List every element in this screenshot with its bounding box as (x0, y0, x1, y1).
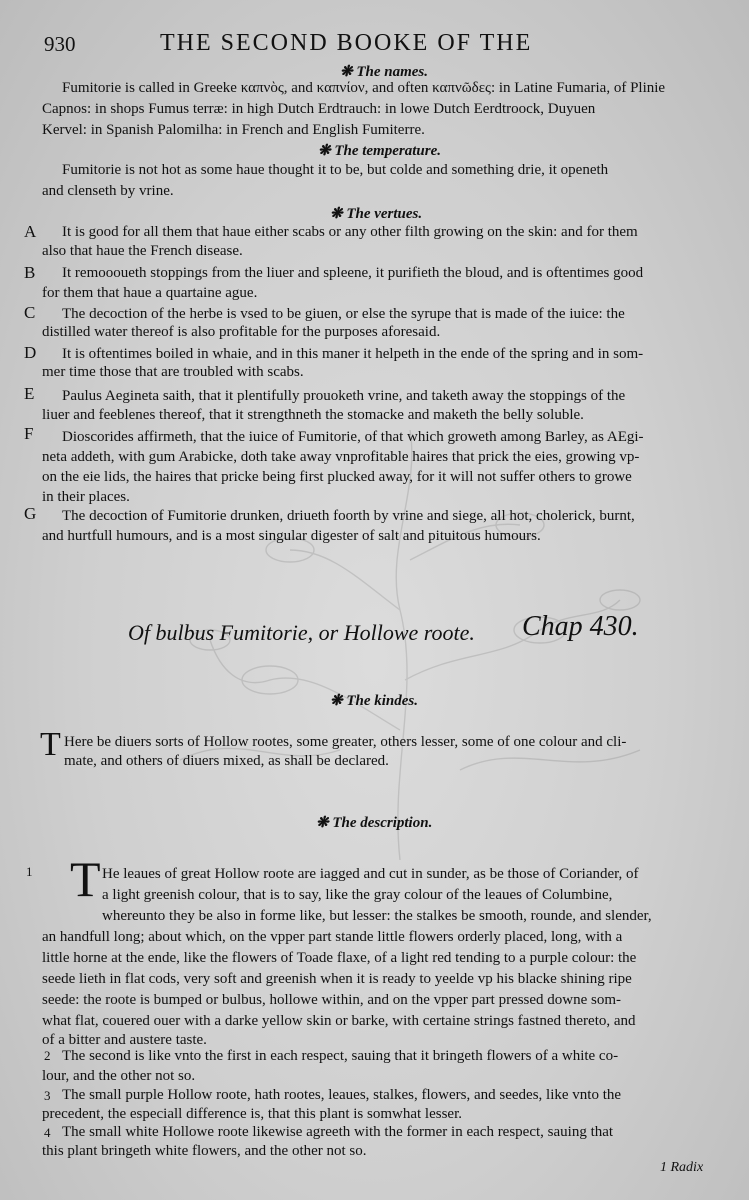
vertue-line: for them that haue a quartaine ague. (42, 285, 258, 301)
temperature-line: and clenseth by vrine. (42, 183, 174, 199)
kindes-line: mate, and others of diuers mixed, as shall be declared. (64, 753, 389, 769)
vertue-line: Paulus Aegineta saith, that it plentifully prouoketh vrine, and taketh away the stoppings of the (62, 388, 626, 404)
vertues-heading: ❋ The vertues. (330, 206, 423, 222)
temperature-line: Fumitorie is not hot as some haue thought it to be, but colde and something drie, it openeth (62, 162, 609, 178)
drop-cap: T (70, 851, 101, 907)
description-line: seede: the roote is bumped or bulbus, hollowe within, and on the vpper part pressed downe som- (42, 992, 622, 1008)
kindes-heading: ❋ The kindes. (330, 693, 418, 709)
chapter-number: Chap 430. (522, 611, 639, 642)
margin-letter: G (24, 504, 37, 523)
vertue-line: also that haue the French disease. (42, 243, 243, 259)
description-heading: ❋ The description. (316, 815, 433, 831)
description-line: The small purple Hollow roote, hath rootes, leaues, stalkes, flowers, and seedes, like vnto the (62, 1087, 622, 1103)
margin-letter: F (24, 424, 34, 443)
margin-number: 2 (44, 1048, 51, 1063)
vertue-line: It is good for all them that haue either scabs or any other filth growing on the skin: and for them (62, 224, 638, 240)
description-line: what flat, couered ouer with a darke yellow skin or barke, with certaine strings fastned thereto, and (42, 1013, 636, 1029)
description-line: lour, and the other not so. (42, 1068, 196, 1084)
page-number: 930 (44, 32, 76, 56)
chapter-title: Of bulbus Fumitorie, or Hollowe roote. (128, 620, 475, 645)
show-through-woodcut-image (120, 430, 680, 860)
margin-letter: B (24, 263, 36, 282)
margin-number: 4 (44, 1125, 51, 1140)
temperature-heading: ❋ The temperature. (318, 143, 441, 159)
vertue-line: in their places. (42, 489, 130, 505)
description-line: whereunto they be also in forme like, but lesser: the stalkes be smooth, rounde, and slender, (102, 908, 652, 924)
vertue-line: on the eie lids, the haires that pricke being first plucked away, for it will not suffer others to growe (42, 469, 632, 485)
description-line: precedent, the especiall difference is, that this plant is somwhat lesser. (42, 1106, 463, 1122)
vertue-line: neta addeth, with gum Arabicke, doth take away vnprofitable haires that prick the eies, growing vp- (42, 449, 640, 465)
description-line: seede lieth in flat cods, very soft and greenish when it is ready to yeelde vp his blacke shining ripe (42, 971, 632, 987)
page-header (40, 30, 720, 60)
description-line: of a bitter and austere taste. (42, 1032, 207, 1048)
description-line: The second is like vnto the first in each respect, sauing that it bringeth flowers of a white co- (62, 1048, 619, 1064)
margin-letter: D (24, 343, 37, 362)
margin-number: 3 (44, 1088, 51, 1103)
vertue-line: liuer and feeblenes thereof, that it strengthneth the stomacke and maketh the belly soluble. (42, 407, 584, 423)
description-line: a light greenish colour, that is to say, like the gray colour of the leaues of Columbine, (102, 887, 613, 903)
names-heading: ❋ The names. (340, 64, 428, 80)
vertue-line: It remoooueth stoppings from the liuer and spleene, it purifieth the bloud, and is oftentimes good (62, 265, 644, 281)
vertue-line: distilled water thereof is also profitable for the purposes aforesaid. (42, 324, 441, 340)
description-line: little horne at the ende, like the flowers of Toade flaxe, of a light red tending to a purple colour: the (42, 950, 637, 966)
vertue-line: Dioscorides affirmeth, that the iuice of Fumitorie, of that which groweth among Barley, as AEgi- (62, 429, 644, 445)
vertue-line: The decoction of the herbe is vsed to be giuen, or else the syrupe that is made of the iuice: the (62, 306, 625, 322)
names-line: Fumitorie is called in Greeke καπνὸς, and καπνίον, and often καπνῶδες: in Latine Fumaria, of Plinie (62, 80, 666, 96)
margin-letter: C (24, 303, 36, 322)
margin-letter: A (24, 222, 37, 241)
catchword: 1 Radix (660, 1160, 704, 1175)
vertue-line: mer time those that are troubled with scabs. (42, 364, 304, 380)
description-line: The small white Hollowe roote likewise agreeth with the former in each respect, sauing that (62, 1124, 614, 1140)
names-line: Kervel: in Spanish Palomilha: in French and English Fumiterre. (42, 122, 425, 138)
margin-number: 1 (26, 864, 33, 879)
margin-letter: E (24, 384, 35, 403)
names-line: Capnos: in shops Fumus terræ: in high Dutch Erdtrauch: in lowe Dutch Eerdtroock, Duyuen (42, 101, 596, 117)
drop-cap: T (40, 726, 61, 763)
vertue-line: It is oftentimes boiled in whaie, and in this maner it helpeth in the ende of the spring and in som- (62, 346, 644, 362)
vertue-line: and hurtfull humours, and is a most singular digester of salt and pituitous humours. (42, 528, 541, 544)
vertue-line: The decoction of Fumitorie drunken, driueth foorth by vrine and siege, all hot, cholerick, burnt, (62, 508, 635, 524)
description-line: He leaues of great Hollow roote are iagged and cut in sunder, as be those of Coriander, of (102, 866, 639, 882)
running-head: THE SECOND BOOKE OF THE (160, 30, 533, 56)
description-line: an handfull long; about which, on the vpper part stande little flowers orderly placed, long, with a (42, 929, 623, 945)
description-line: this plant bringeth white flowers, and the other not so. (42, 1143, 367, 1159)
kindes-line: Here be diuers sorts of Hollow rootes, some greater, others lesser, some of one colour and cli- (64, 734, 627, 750)
